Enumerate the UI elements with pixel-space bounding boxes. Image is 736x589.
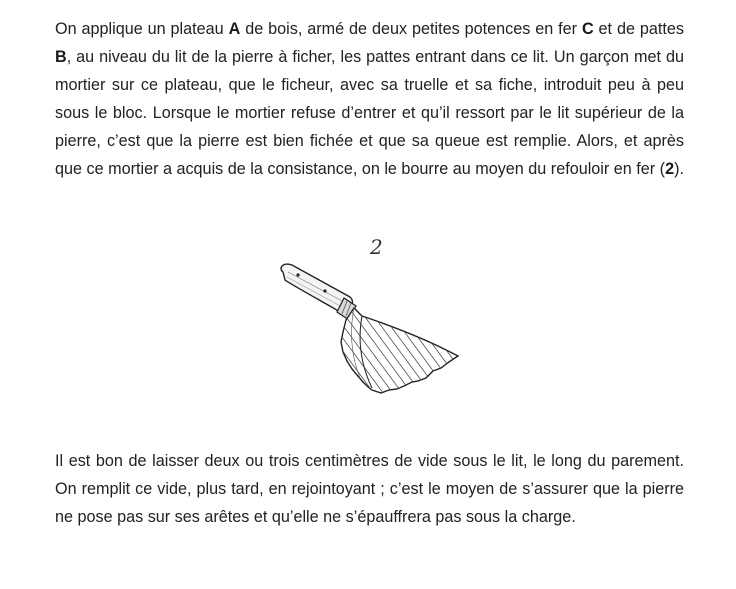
figure-2	[0, 228, 736, 408]
text-segment: On applique un plateau	[55, 20, 229, 38]
figure-number: 2	[370, 235, 383, 259]
paragraph-1	[55, 15, 684, 183]
figure-reference: 2	[665, 160, 675, 178]
text-segment: de bois, armé de deux petites potences en fer	[240, 20, 582, 38]
text-segment: ).	[674, 160, 684, 178]
text-segment: et de pattes	[593, 20, 684, 38]
label-a: A	[228, 20, 241, 38]
text-segment: , au niveau du lit de la pierre à ficher, les pattes entrant dans ce lit. Un garçon met du mortier sur ce plateau, que le ficheur, avec sa truelle et sa fiche, introduit peu à peu sous le bloc. Lorsque le mortier refuse d’entrer et qu’il ressort par le lit supérieur de la pierre, c’est que la pierre est bien fichée et que sa queue est remplie. Alors, et après que ce mortier a acquis de la consistance, on le bourre au moyen du refouloir en fer (	[55, 48, 684, 178]
label-c: C	[581, 20, 594, 38]
refouloir-illustration	[0, 228, 736, 408]
paragraph-2: Il est bon de laisser deux ou trois centimètres de vide sous le lit, le long du parement. On remplit ce vide, plus tard, en rejointoyant ; c’est le moyen de s’assurer que la pierre ne pose pas sur ses arêtes et qu’elle ne s’épauffrera pas sous la charge.	[55, 452, 684, 526]
label-b: B	[55, 48, 67, 66]
